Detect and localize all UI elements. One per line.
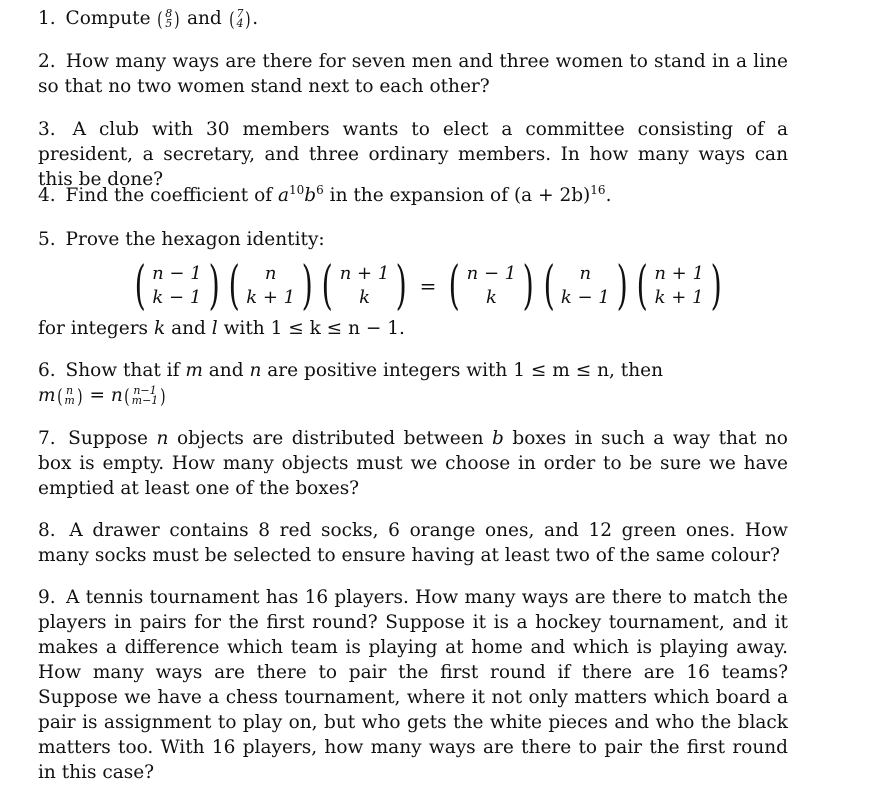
problem-text: with — [223, 318, 265, 339]
binomial-n-m: ( n m ) — [56, 384, 83, 408]
problem-text: Compute — [65, 8, 151, 29]
binom-bottom: m — [64, 394, 75, 407]
hexagon-identity — [38, 258, 818, 314]
math-var: a — [277, 185, 289, 206]
problem-6 — [38, 358, 788, 408]
problem-4 — [38, 183, 788, 208]
problem-number: 9. — [38, 587, 56, 608]
problem-text: and — [186, 8, 222, 29]
math-expression: 1 ≤ m ≤ n, — [513, 360, 615, 381]
problem-8 — [38, 518, 788, 568]
binomial: ( n − 1 k − 1 ) — [134, 256, 220, 316]
binom-bottom: k + 1 — [654, 287, 704, 308]
problem-text: objects are distributed between — [176, 428, 484, 449]
problem-text: How many ways are there for seven men and three women to stand in a line so that no two women stand next to each other? — [38, 51, 788, 97]
math-var: l — [211, 318, 218, 339]
binomial: ( n + 1 k + 1 ) — [636, 256, 722, 316]
binom-bottom: k + 1 — [246, 287, 296, 308]
binomial-n1-m1: ( n−1 m−1 ) — [124, 384, 166, 408]
binomial: ( n k + 1 ) — [228, 256, 313, 316]
binom-top: n — [66, 384, 74, 397]
problem-text: are positive integers with — [267, 360, 508, 381]
problem-text: Find the coefficient of — [65, 185, 273, 206]
problem-1 — [38, 6, 788, 31]
problem-number: 3. — [38, 119, 56, 140]
equals-sign: = — [419, 274, 437, 298]
math-var: m — [185, 360, 203, 381]
problem-text: in the expansion of — [329, 185, 509, 206]
binom-top: 8 — [165, 7, 173, 20]
math-exponent: 6 — [316, 182, 324, 197]
binom-bottom: 5 — [165, 17, 173, 30]
problem-text: then — [620, 360, 663, 381]
problem-text: . — [252, 8, 259, 29]
math-var: n — [156, 428, 169, 449]
problem-number: 1. — [38, 8, 56, 29]
binomial-7-4: ( 7 4 ) — [228, 7, 252, 31]
problem-number: 8. — [38, 520, 56, 541]
problem-text: A drawer contains 8 red socks, 6 orange ones, and 12 green ones. How many socks must be selected to ensure having at least two of the same colour? — [38, 520, 788, 566]
binom-bottom: m−1 — [131, 394, 159, 407]
math-exponent: 10 — [289, 182, 305, 197]
problem-text: Prove the hexagon identity: — [65, 229, 325, 250]
binomial: ( n k − 1 ) — [543, 256, 628, 316]
math-var: n — [249, 360, 262, 381]
binom-top: n−1 — [133, 384, 157, 397]
problem-number: 5. — [38, 229, 56, 250]
problem-text: and — [208, 360, 244, 381]
binom-top: n − 1 — [466, 263, 517, 284]
math-var: b — [492, 428, 504, 449]
problem-text: A club with 30 members wants to elect a committee consisting of a president, a secretary, and three ordinary members. In how many ways can this be done? — [38, 119, 788, 190]
problem-text: Show that if — [65, 360, 180, 381]
binom-bottom: k — [359, 287, 370, 308]
problem-text: for integers — [38, 318, 149, 339]
math-var: b — [304, 185, 317, 206]
problem-9 — [38, 585, 788, 785]
problem-5 — [38, 227, 788, 252]
problem-3 — [38, 117, 788, 192]
problem-number: 7. — [38, 428, 56, 449]
problem-text: and — [171, 318, 206, 339]
problem-7 — [38, 426, 788, 501]
math-exponent: 16 — [590, 182, 606, 197]
binom-top: n + 1 — [339, 263, 390, 284]
binom-bottom: 4 — [236, 17, 244, 30]
math-var: n — [110, 385, 123, 406]
problem-number: 2. — [38, 51, 56, 72]
binom-bottom: k — [486, 287, 497, 308]
problem-text: . — [605, 185, 612, 206]
math-expression: (a + 2b) — [513, 185, 591, 206]
binom-top: n + 1 — [654, 263, 704, 284]
problem-number: 6. — [38, 360, 56, 381]
problem-text: Suppose — [68, 428, 149, 449]
binom-top: n — [264, 263, 277, 284]
problem-5-condition — [38, 316, 788, 341]
binom-bottom: k − 1 — [560, 287, 610, 308]
binomial-8-5: ( 8 5 ) — [157, 7, 180, 31]
binom-top: n − 1 — [152, 263, 202, 284]
math-var: m — [38, 385, 56, 406]
problem-number: 4. — [38, 185, 56, 206]
binomial: ( n − 1 k ) — [448, 256, 534, 316]
binom-top: 7 — [236, 7, 244, 20]
binomial: ( n + 1 k ) — [322, 256, 408, 316]
problem-text: A tennis tournament has 16 players. How many ways are there to match the players in pairs for the first round? Suppose it is a hockey tournament, and it makes a difference which team is playing at home and which is playing away. How many ways are there to pair the first round if there are 16 teams? Suppose we have a chess tournament, where it not only matters which board a pair is assignment to play on, but who gets the white pieces and who the black matters too. With 16 players, how many ways are there to pair the first round in this case? — [38, 587, 788, 783]
problem-2 — [38, 49, 788, 99]
problem-text: boxes in such a way that no box is empty. How many objects must we choose in order to be sure we have emptied at least one of the boxes? — [38, 428, 788, 499]
math-var: k — [153, 318, 166, 339]
binom-top: n — [579, 263, 592, 284]
equals-sign: = — [89, 385, 106, 406]
binom-bottom: k − 1 — [152, 287, 202, 308]
math-expression: 1 ≤ k ≤ n − 1. — [270, 318, 405, 339]
